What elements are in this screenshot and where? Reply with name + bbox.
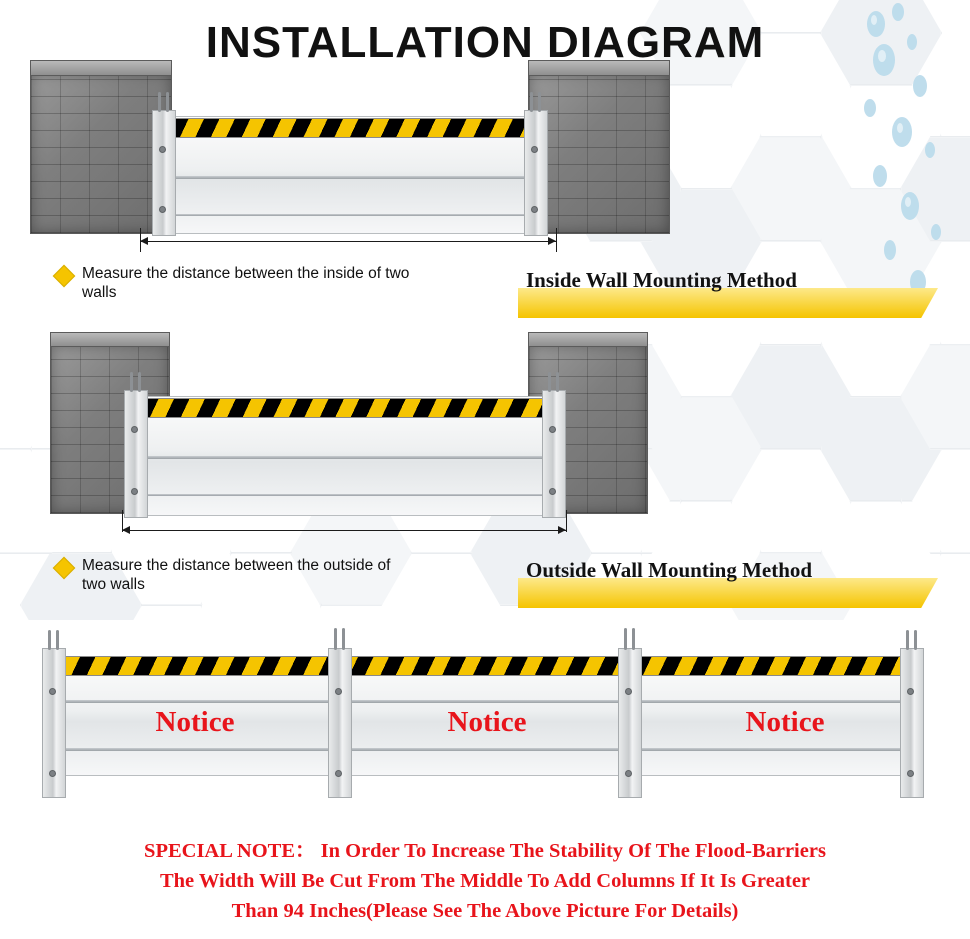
long-panel-seam-1 [48, 700, 916, 703]
long-hazard-stripe [48, 656, 918, 676]
special-note-line-2: The Width Will Be Cut From The Middle To Add Columns If It Is Greater [159, 870, 811, 892]
outside-method-label: Outside Wall Mounting Method [526, 558, 813, 582]
right-brick-wall [528, 72, 670, 234]
right-mounting-post-2 [542, 390, 566, 518]
panel-seam-2 [142, 456, 548, 459]
left-mounting-post [152, 110, 176, 236]
notice-label-3: Notice [745, 706, 825, 738]
page-title: INSTALLATION DIAGRAM [205, 18, 765, 67]
notice-label-1: Notice [155, 706, 235, 738]
left-brick-wall [30, 72, 172, 234]
panel-seam [172, 176, 528, 179]
panel-seam-lower-2 [142, 494, 548, 496]
dimension-tick-right-2 [566, 510, 567, 532]
left-mounting-post-2 [124, 390, 148, 518]
special-note [0, 836, 970, 926]
outside-method-banner [518, 558, 938, 608]
inside-method-banner [518, 268, 938, 318]
notice-label-2: Notice [447, 706, 527, 738]
hazard-stripe-2 [142, 398, 550, 418]
hazard-stripe [172, 118, 530, 138]
outside-caption-text: Measure the distance between the outside of two walls [82, 557, 391, 593]
dimension-line [140, 241, 556, 242]
inside-caption-text: Measure the distance between the inside of two walls [82, 265, 410, 301]
inside-method-label: Inside Wall Mounting Method [526, 268, 797, 292]
special-note-line-3: Than 94 Inches(Please See The Above Picture For Details) [231, 900, 739, 922]
right-wall-cap-2 [528, 332, 648, 347]
left-wall-cap-2 [50, 332, 170, 347]
panel-seam-lower [172, 214, 528, 216]
long-panel-seam-2 [48, 748, 916, 751]
dimension-line-2 [122, 530, 566, 531]
special-note-line-1: SPECIAL NOTE： In Order To Increase The Stability Of The Flood-Barriers [144, 840, 826, 862]
right-mounting-post [524, 110, 548, 236]
dimension-tick-right [556, 228, 557, 252]
